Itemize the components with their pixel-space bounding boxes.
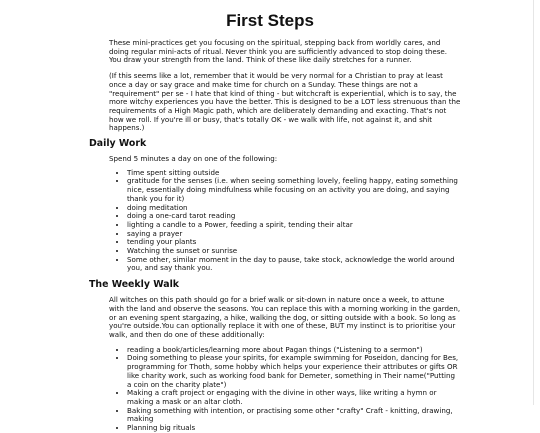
list-item: • Watching the sunset or sunrise: [127, 247, 461, 256]
list-item: • Time spent sitting outside: [127, 169, 461, 178]
list-item: • Doing something to please your spirits, for example swimming for Poseidon, dancing for Bes, programming for Thoth, some hobby which helps your experience their attributes or gifts OR like charity work, such as working food bank for Demeter, something in Their name("Putting a coin on the charity plate"): [127, 354, 461, 389]
list-item: • Planning big rituals: [127, 424, 461, 433]
list-item: • lighting a candle to a Power, feeding a spirit, tending their altar: [127, 221, 461, 230]
article-body: [89, 39, 461, 433]
weekly-walk-list: [109, 346, 461, 433]
daily-work-intro: Spend 5 minutes a day on one of the following:: [109, 154, 278, 164]
daily-work-list: [109, 169, 461, 273]
list-item: • saying a prayer: [127, 230, 461, 239]
page-edge-divider: [533, 0, 534, 405]
list-item: • doing a one-card tarot reading: [127, 212, 461, 221]
daily-work-heading: Daily Work: [89, 138, 147, 150]
list-item: • gratitude for the senses (i.e. when seeing something lovely, feeling happy, eating something nice, essentially doing mindfulness while focusing on an activity you are doing, and saying thank you for it): [127, 177, 461, 203]
list-item: • doing meditation: [127, 204, 461, 213]
list-item: • tending your plants: [127, 238, 461, 247]
list-item: • Some other, similar moment in the day to pause, take stock, acknowledge the world around you, and say thank you.: [127, 256, 461, 273]
list-item: • reading a book/articles/learning more about Pagan things ("Listening to a sermon"): [127, 346, 461, 355]
weekly-walk-heading: The Weekly Walk: [89, 279, 180, 291]
list-item: • Baking something with intention, or practising some other "crafty" Craft - knitting, drawing, making: [127, 407, 461, 424]
intro-note-paragraph: (If this seems like a lot, remember that it would be very normal for a Christian to pray at least once a day or say grace and make time for church on a Sunday. These things are not a "requirement" per se - I hate that kind of thing - but witchcraft is experiential, which is to say, the more witchy experiences you have the better. This is designed to be a LOT less strenuous than the requirements of a High Magic path, which are deliberately demanding and exacting. That's not how we roll. If you're ill or busy, that's totally OK - we walk with life, not against it, and shit happens.): [109, 71, 461, 133]
list-item: • Making a craft project or engaging with the divine in other ways, like writing a hymn or making a mask or an altar cloth.: [127, 389, 461, 406]
intro-paragraph: These mini-practices get you focusing on the spiritual, stepping back from worldly cares, and doing regular mini-acts of ritual. Never think you are sufficiently advanced to stop doing these. You draw your strength from the land. Think of these like daily stretches for a runner.: [109, 38, 448, 65]
weekly-walk-intro: All witches on this path should go for a brief walk or sit-down in nature once a week, to attune with the land and observe the seasons. You can replace this with a morning working in the garden, or an evening spent stargazing, a hike, walking the dog, or sitting outside with a book. So long as you're outside.You can optionally replace it with one of these, BUT my instinct is to prioritise your walk, and then do one of these additionally:: [109, 295, 461, 339]
page-title: First Steps: [226, 11, 314, 30]
